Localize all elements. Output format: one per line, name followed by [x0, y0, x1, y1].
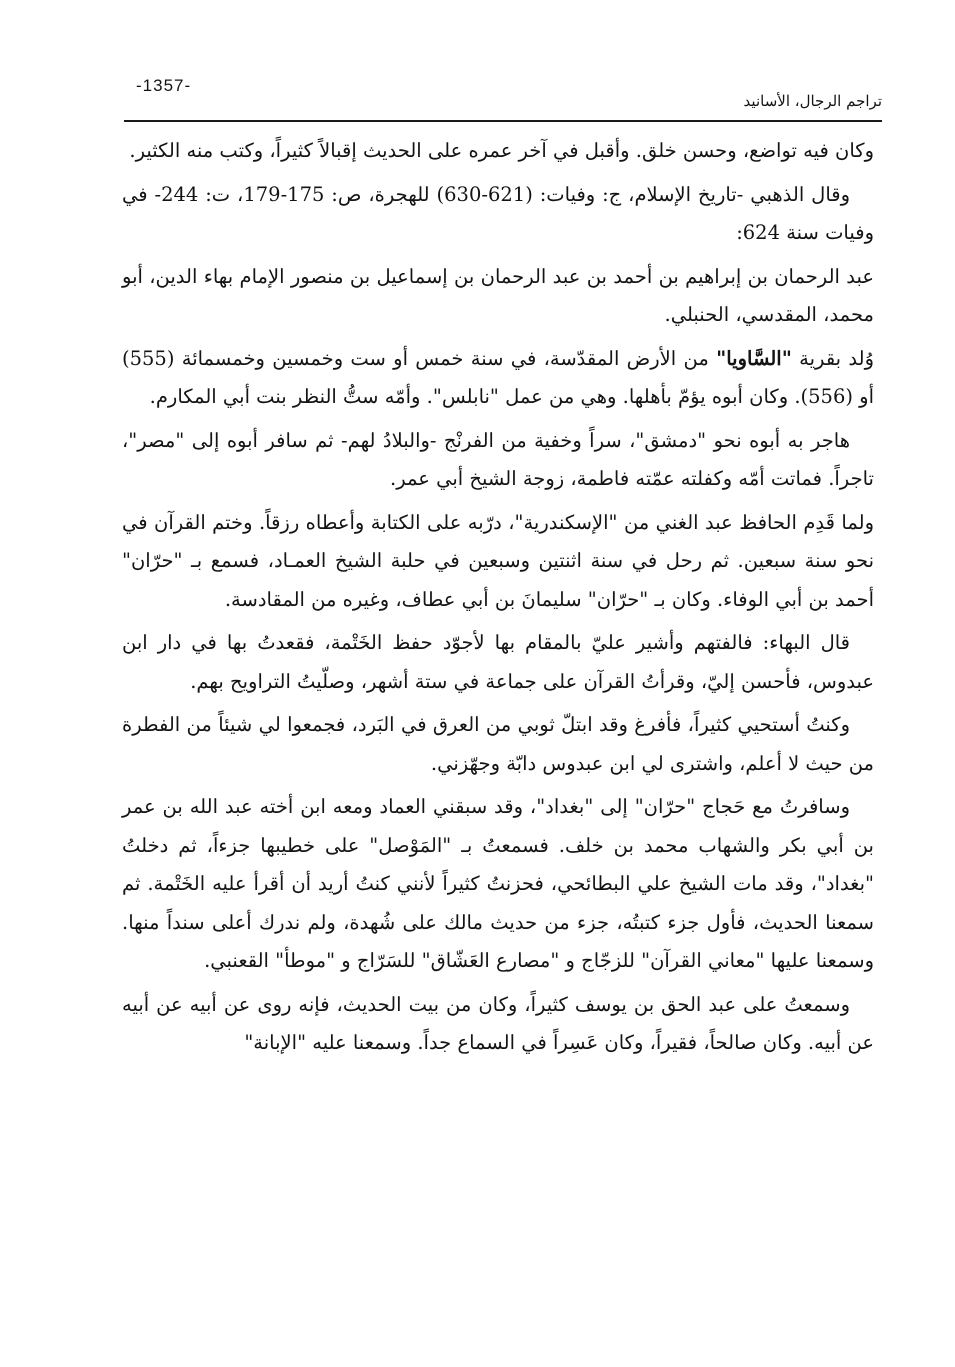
header-rule — [124, 120, 882, 122]
paragraph: وكان فيه تواضع، وحسن خلق. وأقبل في آخر عمره على الحديث إقبالاً كثيراً، وكتب منه الكثير. — [129, 139, 874, 162]
paragraph: ولما قَدِم الحافظ عبد الغني من "الإسكندرية"، درّبه على الكتابة وأعطاه رزقاً. وختم القرآن في نحو سنة سبعين. ثم رحل في سنة اثنتين وسبعين في حلبة الشيخ العمـاد، فسمع بـ "حرّان" أحمد بن أبي الوفاء. وكان بـ "حرّان" سليمانَ بن أبي عطاف، وغيره من المقادسة. — [122, 510, 874, 611]
page-header — [124, 70, 882, 126]
paragraph-text: وُلد بقرية — [791, 346, 874, 370]
paragraph: وقال الذهبي -تاريخ الإسلام، ج: وفيات: (621-630) للهجرة، ص: 175-179، ت: 244- في وفيات سنة 624: — [122, 182, 874, 244]
paragraph — [122, 340, 874, 417]
body-text — [122, 132, 874, 1068]
paragraph: هاجر به أبوه نحو "دمشق"، سراً وخفية من الفرنْج -والبلادُ لهم- ثم سافر أبوه إلى "مصر"، تاجراً. فماتت أمّه وكفلته عمّته فاطمة، زوجة الشيخ أبي عمر. — [122, 428, 874, 490]
page-number: -1357- — [136, 76, 192, 95]
paragraph: عبد الرحمان بن إبراهيم بن أحمد بن عبد الرحمان بن إسماعيل بن منصور الإمام بهاء الدين، أبو محمد، المقدسي، الحنبلي. — [122, 264, 874, 326]
paragraph: وكنتُ أستحيي كثيراً، فأفرغ وقد ابتلّ ثوبي من العرق في البَرد، فجمعوا لي شيئاً من الفطرة من حيث لا أعلم، واشترى لي ابن عبدوس دابّة وجهّزني. — [122, 713, 874, 775]
paragraph: قال البهاء: فالفتهم وأشير عليّ بالمقام بها لأجوّد حفظ الخَتْمة، فقعدتُ بها في دار ابن عبدوس، فأحسن إليّ، وقرأتُ القرآن على جماعة في ستة أشهر، وصلّيتُ التراويح بهم. — [122, 631, 874, 693]
paragraph: وسافرتُ مع حَجاج "حرّان" إلى "بغداد"، وقد سبقني العماد ومعه ابن أخته عبد الله بن عمر بن أبي بكر والشهاب محمد بن خلف. فسمعتُ بـ "المَوْصل" على خطيبها جزءاً، ثم دخلتُ "بغداد"، وقد مات الشيخ علي البطائحي، فحزنتُ كثيراً لأنني كنتُ أريد أن أقرأ عليه الخَتْمة. ثم سمعنا الحديث، فأول جزء كتبتُه، جزء من حديث مالك على شُهدة، ولم ندرك أعلى سنداً منها. وسمعنا عليها "معاني القرآن" للزجّاج و "مصارع العَشّاق" للسَرّاج و "موطأ" القعنبي. — [122, 795, 874, 972]
emphasized-place-name: "السَّاويا" — [716, 346, 792, 370]
running-title: تراجم الرجال، الأسانيد — [743, 92, 882, 110]
paragraph-text: من الأرض المقدّسة، في سنة خمس أو ست وخمسين وخمسمائة (555) أو (556). وكان أبوه يؤمّ بأهلها. وهي من عمل "نابلس". وأمّه ستُّ النظر بنت أبي المكارم. — [122, 346, 874, 408]
paragraph: وسمعتُ على عبد الحق بن يوسف كثيراً، وكان من بيت الحديث، فإنه روى عن أبيه عن أبيه عن أبيه. وكان صالحاً، فقيراً، وكان عَسِراً في السماع جداً. وسمعنا عليه "الإبانة" — [122, 992, 874, 1054]
